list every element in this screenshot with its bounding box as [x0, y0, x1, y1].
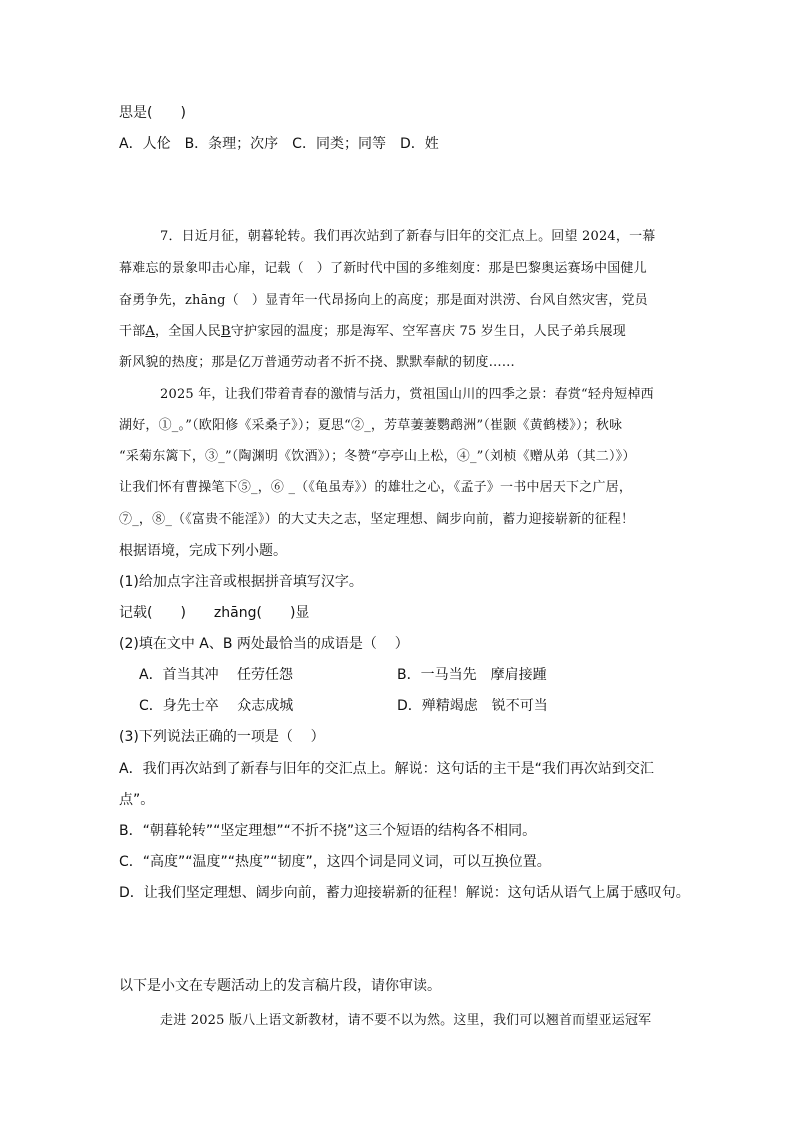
- passage-line: “采菊东篱下，③_”（陶渊明《饮酒》）；冬赞“亭亭山上松，④_”（刘桢《赠从弟（其二）》）: [119, 449, 636, 464]
- blank-a: A: [145, 324, 155, 339]
- passage-line: 让我们怀有曹操笔下⑤_，⑥ _（《龟虽寿》）的雄壮之心，《孟子》一书中居天下之广居，: [119, 480, 633, 495]
- option-c: C．身先士卒 众志成城: [139, 698, 294, 714]
- subquestion-1-items: 记载( ) zhāng( )显: [119, 605, 310, 621]
- option-d: D．让我们坚定理想、阔步向前，蓄力迎接崭新的征程！解说：这句话从语气上属于感叹句。: [119, 885, 690, 901]
- option-b: B．一马当先 摩肩接踵: [397, 667, 547, 683]
- option-c: C．“高度”“温度”“热度”“韧度”，这四个词是同义词，可以互换位置。: [119, 854, 551, 870]
- subquestion-1: (1)给加点字注音或根据拼音填写汉字。: [119, 574, 363, 590]
- passage-line: ⑦_，⑧_（《富贵不能淫》）的大丈夫之志，坚定理想、阔步向前，蓄力迎接崭新的征程！: [119, 512, 635, 527]
- passage-line: 新风貌的热度；那是亿万普通劳动者不折不挠、默默奉献的韧度……: [119, 355, 516, 370]
- option-d: D．殚精竭虑 锐不可当: [397, 698, 548, 714]
- subquestion-2: (2)填在文中 A、B 两处最恰当的成语是（ ）: [119, 636, 409, 652]
- passage-line: 湖好，①_。”（欧阳修《采桑子》）；夏思“②_，芳草萋萋鹦鹉洲”（崔颢《黄鹤楼》）；秋咏: [119, 418, 623, 433]
- instruction: 根据语境，完成下列小题。: [119, 543, 287, 559]
- passage-line: 7．日近月征，朝暮轮转。我们再次站到了新春与旧年的交汇点上。回望 2024，一幕: [160, 229, 656, 244]
- passage-line: 幕难忘的景象叩击心扉，记载（ ）了新时代中国的多维刻度：那是巴黎奥运赛场中国健儿: [119, 261, 647, 276]
- question-intro: 以下是小文在专题活动上的发言稿片段，请你审读。: [119, 978, 441, 994]
- option-b: B．“朝暮轮转”“坚定理想”“不折不挠”这三个短语的结构各不相同。: [119, 823, 537, 839]
- answer-options: A．人伦 B．条理；次序 C．同类；同等 D．姓: [119, 136, 439, 152]
- passage-line: 干部A，全国人民B守护家园的温度；那是海军、空军喜庆 75 岁生日，人民子弟兵展现: [119, 324, 626, 339]
- option-a-cont: 点”。: [119, 792, 155, 808]
- passage-line: 2025 年，让我们带着青春的激情与活力，赏祖国山川的四季之景：春赏“轻舟短棹西: [160, 387, 654, 402]
- question-stem-end: 思是( ): [119, 105, 186, 121]
- subquestion-3: (3)下列说法正确的一项是（ ）: [119, 729, 325, 745]
- option-a: A．首当其冲 任劳任怨: [139, 667, 294, 683]
- blank-b: B: [221, 324, 231, 339]
- passage-line: 奋勇争先，zhāng（ ）显青年一代昂扬向上的高度；那是面对洪涝、台风自然灾害，党员: [119, 293, 648, 308]
- passage-line: 走进 2025 版八上语文新教材，请不要不以为然。这里，我们可以翘首而望亚运冠军: [160, 1013, 652, 1028]
- option-a: A．我们再次站到了新春与旧年的交汇点上。解说：这句话的主干是“我们再次站到交汇: [119, 761, 654, 777]
